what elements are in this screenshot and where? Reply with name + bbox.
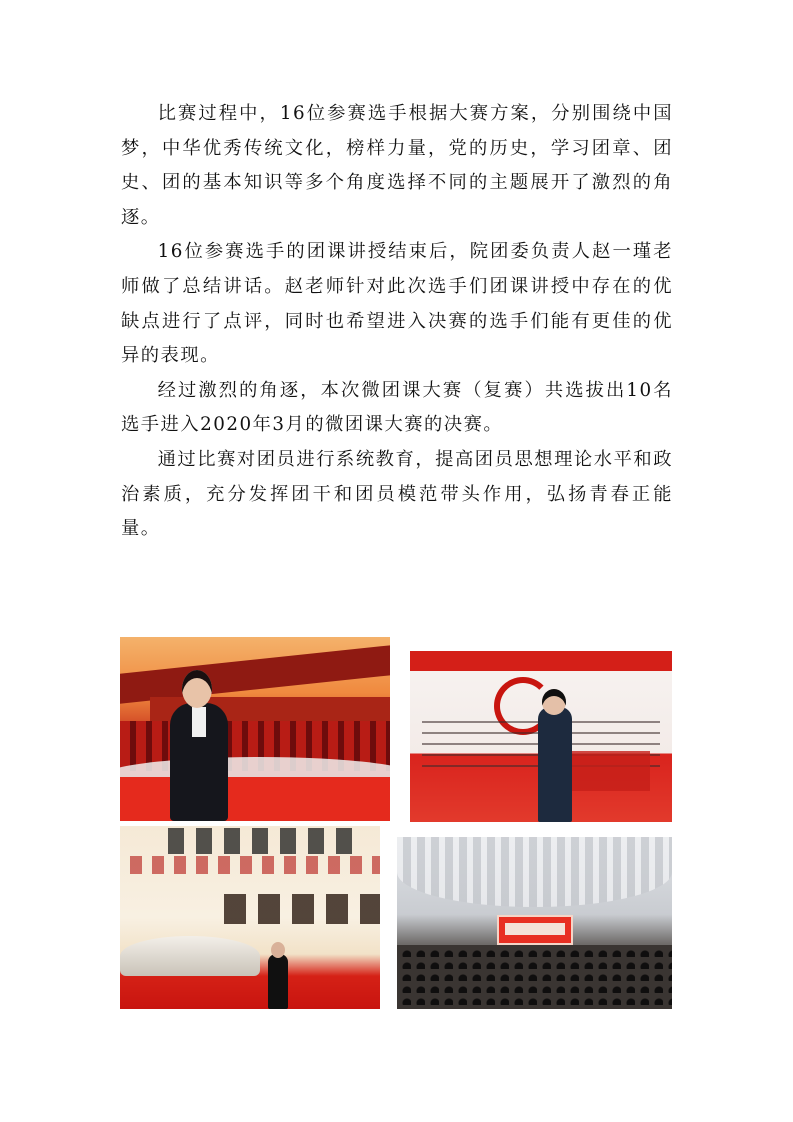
audience-crowd bbox=[397, 945, 672, 1009]
photo-auditorium bbox=[397, 837, 672, 1009]
tiananmen-graphic bbox=[560, 751, 650, 791]
screen-content bbox=[505, 923, 565, 935]
photo-speaker-red-backdrop bbox=[120, 637, 390, 821]
speaker-head bbox=[271, 942, 285, 958]
speaker-shirt bbox=[192, 707, 206, 737]
backdrop-calligraphy-title bbox=[168, 828, 358, 854]
speaker-body bbox=[268, 954, 288, 1009]
backdrop-calligraphy-main bbox=[224, 894, 380, 924]
document-body bbox=[121, 97, 673, 547]
screen-banner bbox=[410, 651, 672, 671]
palace-roof bbox=[120, 643, 390, 705]
auditorium-screen bbox=[497, 915, 573, 945]
paragraph-1: 比赛过程中，16位参赛选手根据大赛方案，分别围绕中国梦，中华优秀传统文化，榜样力量，党的历史，学习团章、团史、团的基本知识等多个角度选择不同的主题展开了激烈的角逐。 bbox=[121, 103, 673, 228]
backdrop-subtitle bbox=[130, 856, 380, 874]
paragraph-4: 通过比赛对团员进行系统教育，提高团员思想理论水平和政治素质，充分发挥团干和团员模范带头作用，弘扬青春正能量。 bbox=[121, 448, 673, 540]
paragraph-2: 16位参赛选手的团课讲授结束后，院团委负责人赵一瑾老师做了总结讲话。赵老师针对此次选手们团课讲授中存在的优缺点进行了点评，同时也希望进入决赛的选手们能有更佳的优异的表现。 bbox=[121, 241, 673, 367]
auditorium-ceiling bbox=[397, 837, 672, 907]
photo-speaker-screen bbox=[410, 651, 672, 822]
photo-stage-book bbox=[120, 826, 380, 1009]
speaker-head bbox=[182, 670, 212, 708]
speaker-head bbox=[542, 689, 566, 715]
stage-floor bbox=[120, 777, 390, 821]
speaker-body bbox=[538, 707, 572, 822]
paragraph-3: 经过激烈的角逐，本次微团课大赛（复赛）共选拔出10名选手进入2020年3月的微团课大赛的决赛。 bbox=[121, 379, 673, 436]
open-book-graphic bbox=[120, 936, 260, 976]
